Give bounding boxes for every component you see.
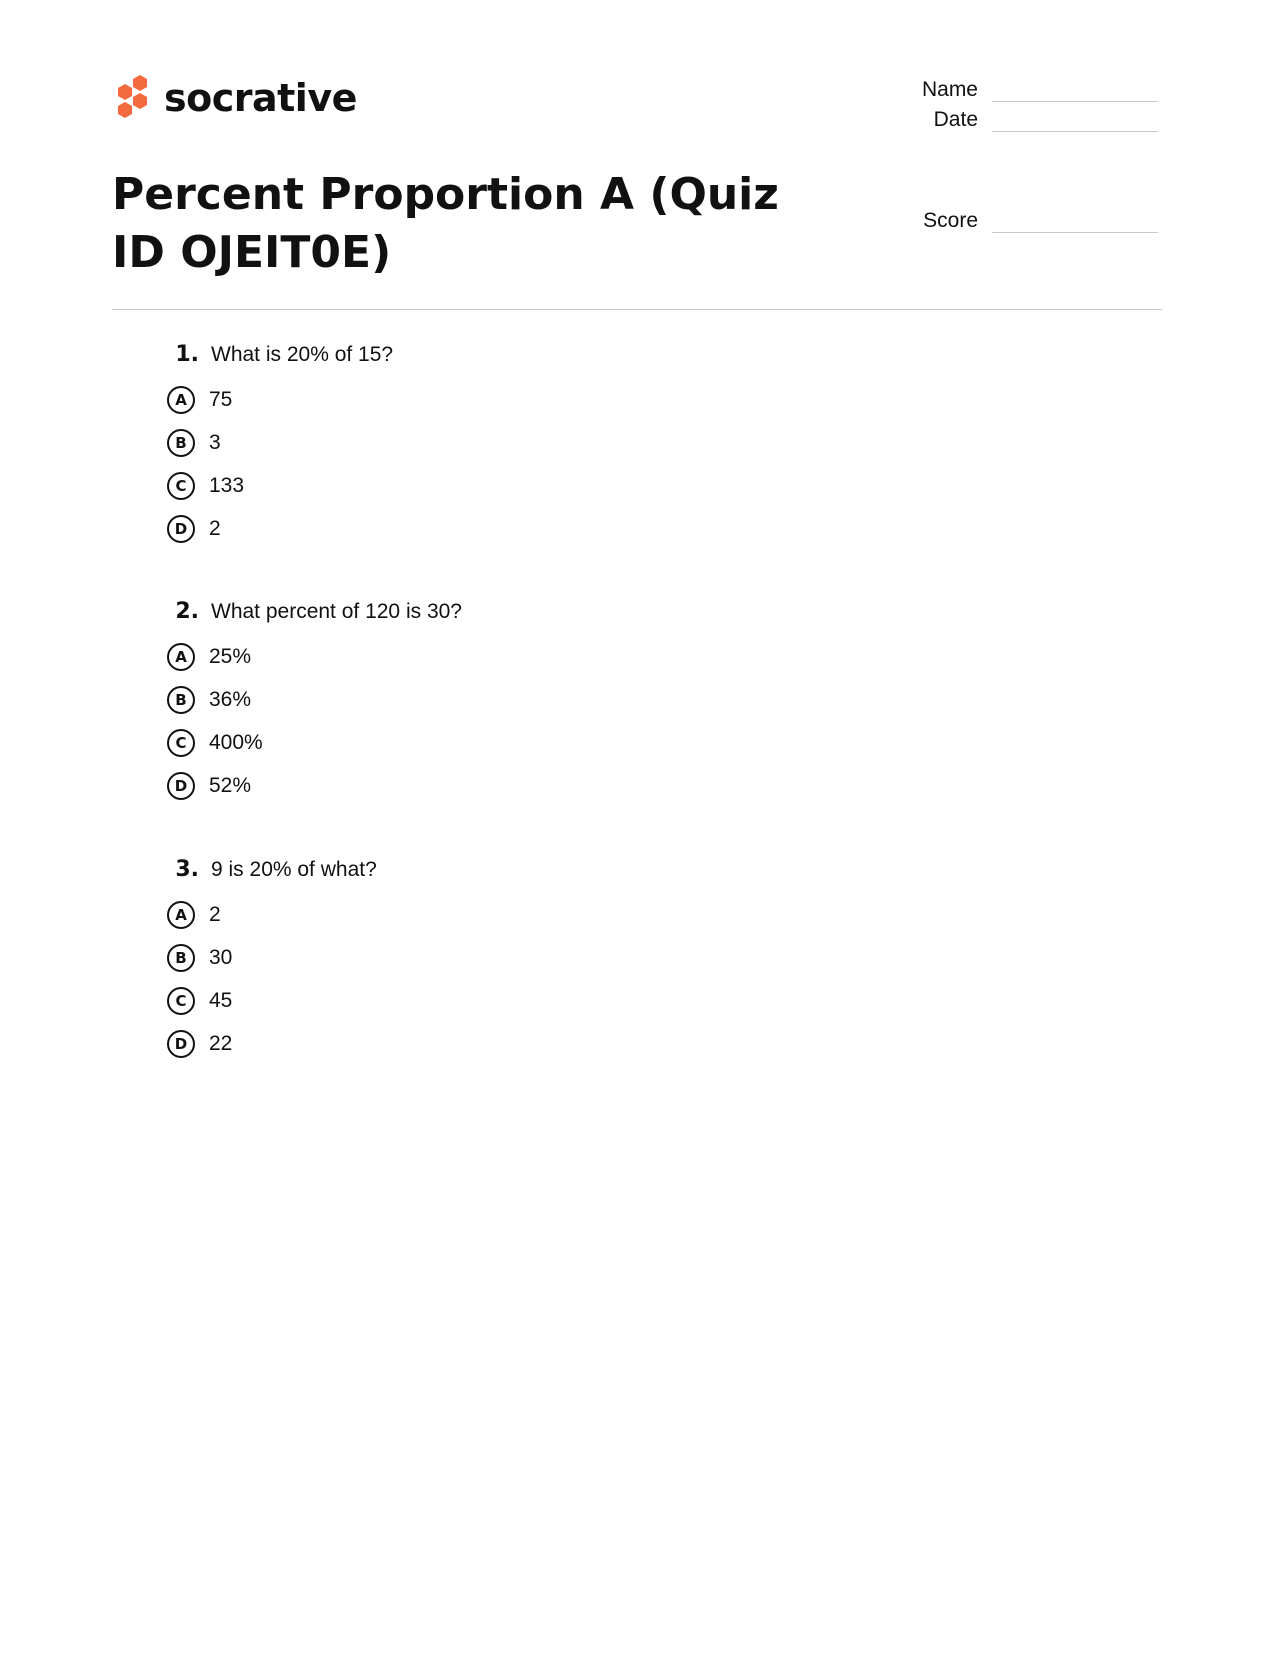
option-a [165,893,865,936]
name-field [886,78,1158,102]
option-b [165,421,865,464]
question-header [165,342,865,378]
option-a [165,378,865,421]
option-letter-circle: C [167,729,195,757]
option-text: 52% [209,773,252,797]
option-text: 3 [209,430,221,454]
option-letter-circle: B [167,686,195,714]
option-c [165,979,865,1022]
score-line [992,232,1158,233]
option-a [165,635,865,678]
option-letter-circle: D [167,772,195,800]
score-label: Score [923,209,978,232]
option-b [165,936,865,979]
hexagon-cluster-icon [112,73,152,123]
option-letter-circle: B [167,429,195,457]
option-text: 133 [209,473,245,497]
option-text: 22 [209,1031,233,1055]
socrative-logo [112,72,357,124]
option-letter-circle: A [167,386,195,414]
option-text: 2 [209,516,221,540]
header-divider [112,309,1162,310]
option-letter-circle: D [167,1030,195,1058]
option-d [165,507,865,550]
option-c [165,464,865,507]
question-2 [165,599,865,807]
question-text: What percent of 120 is 30? [211,600,462,623]
logo-wordmark: socrative [164,76,357,120]
question-text: What is 20% of 15? [211,343,394,366]
question-text: 9 is 20% of what? [211,858,377,881]
option-letter-circle: A [167,643,195,671]
option-letter-circle: D [167,515,195,543]
question-header [165,599,865,635]
score-field [886,209,1158,233]
question-number: 2. [175,599,199,624]
date-line [992,131,1158,132]
option-letter-circle: B [167,944,195,972]
option-text: 400% [209,730,263,754]
question-number: 1. [175,342,199,367]
option-text: 75 [209,387,233,411]
question-1 [165,342,865,550]
option-c [165,721,865,764]
date-label: Date [933,108,978,131]
option-text: 25% [209,644,252,668]
option-text: 30 [209,945,233,969]
quiz-title: Percent Proportion A (Quiz ID OJEIT0E) [112,169,779,278]
date-field [886,108,1158,132]
question-number: 3. [175,857,199,882]
option-b [165,678,865,721]
option-letter-circle: C [167,472,195,500]
option-d [165,764,865,807]
question-header [165,857,865,893]
name-line [992,101,1158,102]
option-text: 2 [209,902,221,926]
option-letter-circle: C [167,987,195,1015]
option-letter-circle: A [167,901,195,929]
option-text: 36% [209,687,252,711]
question-3 [165,857,865,1065]
name-label: Name [921,78,978,101]
option-d [165,1022,865,1065]
option-text: 45 [209,988,233,1012]
